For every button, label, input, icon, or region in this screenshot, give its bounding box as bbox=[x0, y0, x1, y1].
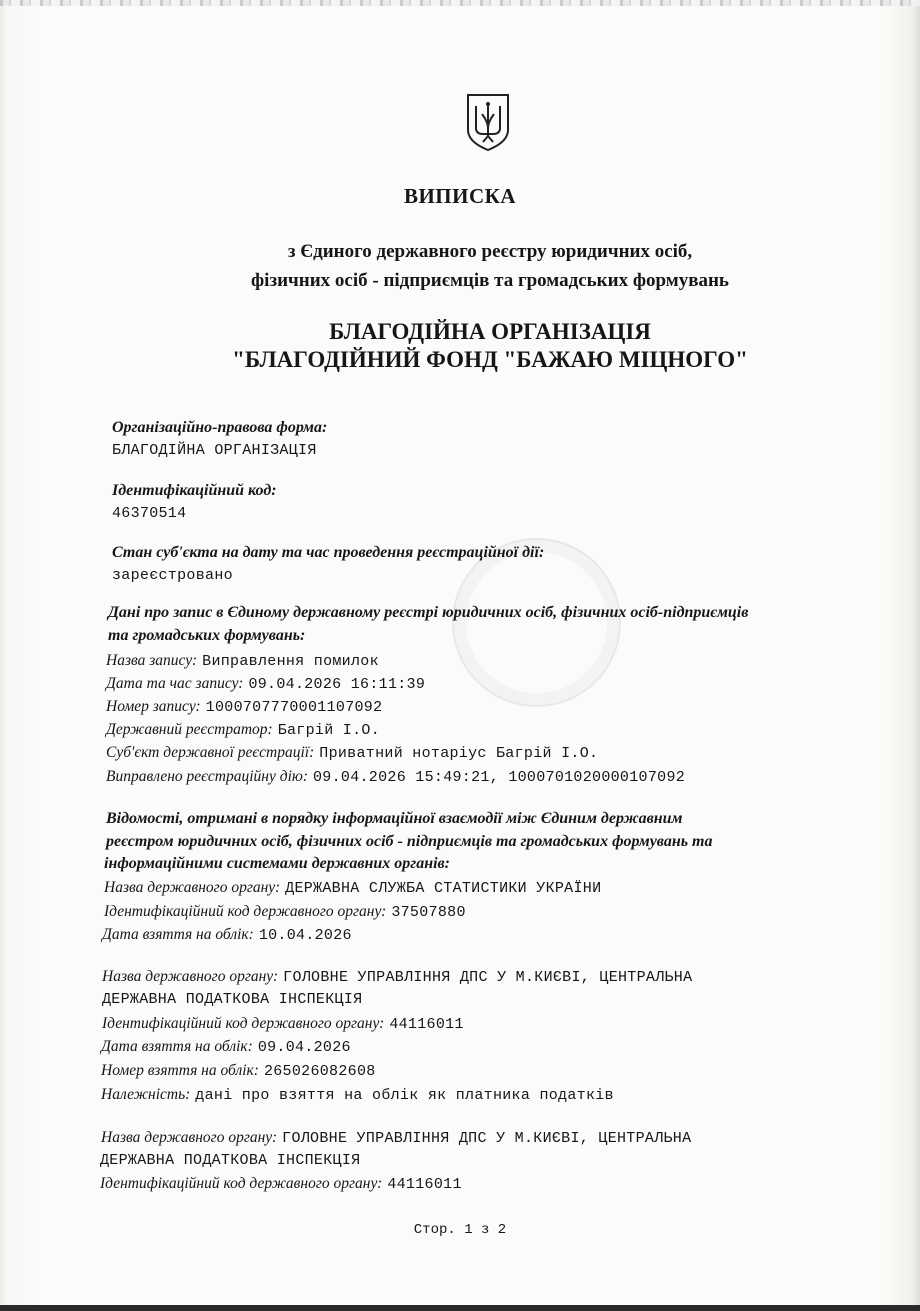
record-heading-line2: та громадських формувань: bbox=[108, 627, 306, 644]
info-item-key: Ідентифікаційний код державного органу: bbox=[102, 1015, 385, 1032]
id-code-label: Ідентифікаційний код: bbox=[112, 482, 277, 499]
record-item-key: Державний реєстратор: bbox=[106, 721, 273, 738]
record-item bbox=[106, 652, 379, 670]
info-item bbox=[101, 1086, 614, 1104]
info-item-key: Ідентифікаційний код державного органу: bbox=[100, 1175, 383, 1192]
record-item bbox=[106, 744, 598, 762]
organization-name-line2: "БЛАГОДІЙНИЙ ФОНД "БАЖАЮ МІЦНОГО" bbox=[232, 347, 748, 372]
record-item-key: Номер запису: bbox=[106, 698, 201, 715]
record-item bbox=[106, 698, 382, 716]
info-item bbox=[104, 879, 601, 897]
info-item bbox=[102, 968, 692, 986]
status-value: зареєстровано bbox=[112, 567, 233, 584]
info-item-value: 37507880 bbox=[391, 904, 466, 921]
info-item-key: Назва державного органу: bbox=[101, 1129, 278, 1146]
scan-top-edge bbox=[0, 0, 920, 6]
info-item bbox=[101, 1129, 691, 1147]
document-subtitle-line1: з Єдиного державного реєстру юридичних осіб, bbox=[287, 241, 693, 262]
info-item-key: Дата взяття на облік: bbox=[102, 926, 254, 943]
faded-stamp bbox=[452, 538, 621, 707]
info-item-key: Назва державного органу: bbox=[104, 879, 281, 896]
info-item-value: 09.04.2026 bbox=[257, 1039, 351, 1056]
info-item-key: Дата взяття на облік: bbox=[101, 1038, 253, 1055]
record-item bbox=[106, 721, 380, 739]
info-item-key: Назва державного органу: bbox=[102, 968, 279, 985]
record-item-value: Багрій І.О. bbox=[277, 722, 381, 739]
record-item bbox=[106, 768, 685, 786]
legal-form-value: БЛАГОДІЙНА ОРГАНІЗАЦІЯ bbox=[112, 442, 317, 459]
info-heading-line1: Відомості, отримані в порядку інформаційної взаємодії між Єдиним державним bbox=[106, 810, 683, 827]
organization-name-line1: БЛАГОДІЙНА ОРГАНІЗАЦІЯ bbox=[329, 319, 651, 344]
info-item-value: дані про взяття на облік як платника податків bbox=[195, 1087, 614, 1104]
record-item-value: Виправлення помилок bbox=[202, 653, 379, 670]
scan-bottom-edge bbox=[0, 1305, 920, 1311]
record-item-value: 1000707770001107092 bbox=[205, 699, 383, 716]
status-label: Стан суб'єкта на дату та час проведення реєстраційної дії: bbox=[112, 544, 545, 561]
info-item bbox=[102, 1015, 464, 1033]
info-item-value: ДЕРЖАВНА СЛУЖБА СТАТИСТИКИ УКРАЇНИ bbox=[285, 880, 602, 897]
info-heading-line3: інформаційними системами державних органів: bbox=[104, 855, 450, 872]
info-item-value: ГОЛОВНЕ УПРАВЛІННЯ ДПС У М.КИЄВІ, ЦЕНТРАЛЬНА bbox=[282, 1130, 692, 1147]
info-item-value: 44116011 bbox=[387, 1176, 462, 1193]
info-item bbox=[100, 1175, 462, 1193]
record-item-key: Виправлено реєстраційну дію: bbox=[106, 768, 308, 785]
info-item bbox=[104, 903, 466, 921]
record-item-value: Приватний нотаріус Багрій І.О. bbox=[319, 745, 599, 762]
page-number: Стор. 1 з 2 bbox=[413, 1222, 507, 1238]
info-item bbox=[101, 1062, 376, 1080]
info-item bbox=[102, 926, 352, 944]
info-item-value: 265026082608 bbox=[263, 1063, 376, 1080]
info-item-value: 10.04.2026 bbox=[258, 927, 352, 944]
info-item-key: Належність: bbox=[101, 1086, 191, 1103]
record-item-value: 09.04.2026 15:49:21, 1000701020000107092 bbox=[312, 769, 686, 786]
record-heading-line1: Дані про запис в Єдиному державному реєстрі юридичних осіб, фізичних осіб-підприємців bbox=[108, 604, 749, 621]
id-code-value: 46370514 bbox=[112, 505, 187, 522]
info-heading-line2: реєстром юридичних осіб, фізичних осіб - підприємців та громадських формувань та bbox=[106, 833, 713, 850]
info-item-key: Номер взяття на облік: bbox=[101, 1062, 259, 1079]
document-subtitle-line2: фізичних осіб - підприємців та громадських формувань bbox=[251, 270, 729, 291]
legal-form-label: Організаційно-правова форма: bbox=[112, 419, 328, 436]
info-item-value-continued: ДЕРЖАВНА ПОДАТКОВА ІНСПЕКЦІЯ bbox=[102, 991, 363, 1008]
record-item bbox=[106, 675, 425, 693]
coat-of-arms-trident-icon bbox=[465, 92, 511, 152]
info-item-key: Ідентифікаційний код державного органу: bbox=[104, 903, 387, 920]
record-item-key: Дата та час запису: bbox=[106, 675, 244, 692]
record-item-value: 09.04.2026 16:11:39 bbox=[248, 676, 426, 693]
info-item-value-continued: ДЕРЖАВНА ПОДАТКОВА ІНСПЕКЦІЯ bbox=[100, 1152, 361, 1169]
info-item-value: 44116011 bbox=[389, 1016, 464, 1033]
record-item-key: Назва запису: bbox=[106, 652, 198, 669]
info-item bbox=[101, 1038, 351, 1056]
record-item-key: Суб'єкт державної реєстрації: bbox=[106, 744, 315, 761]
info-item-value: ГОЛОВНЕ УПРАВЛІННЯ ДПС У М.КИЄВІ, ЦЕНТРАЛЬНА bbox=[283, 969, 693, 986]
document-title: ВИПИСКА bbox=[403, 184, 517, 208]
